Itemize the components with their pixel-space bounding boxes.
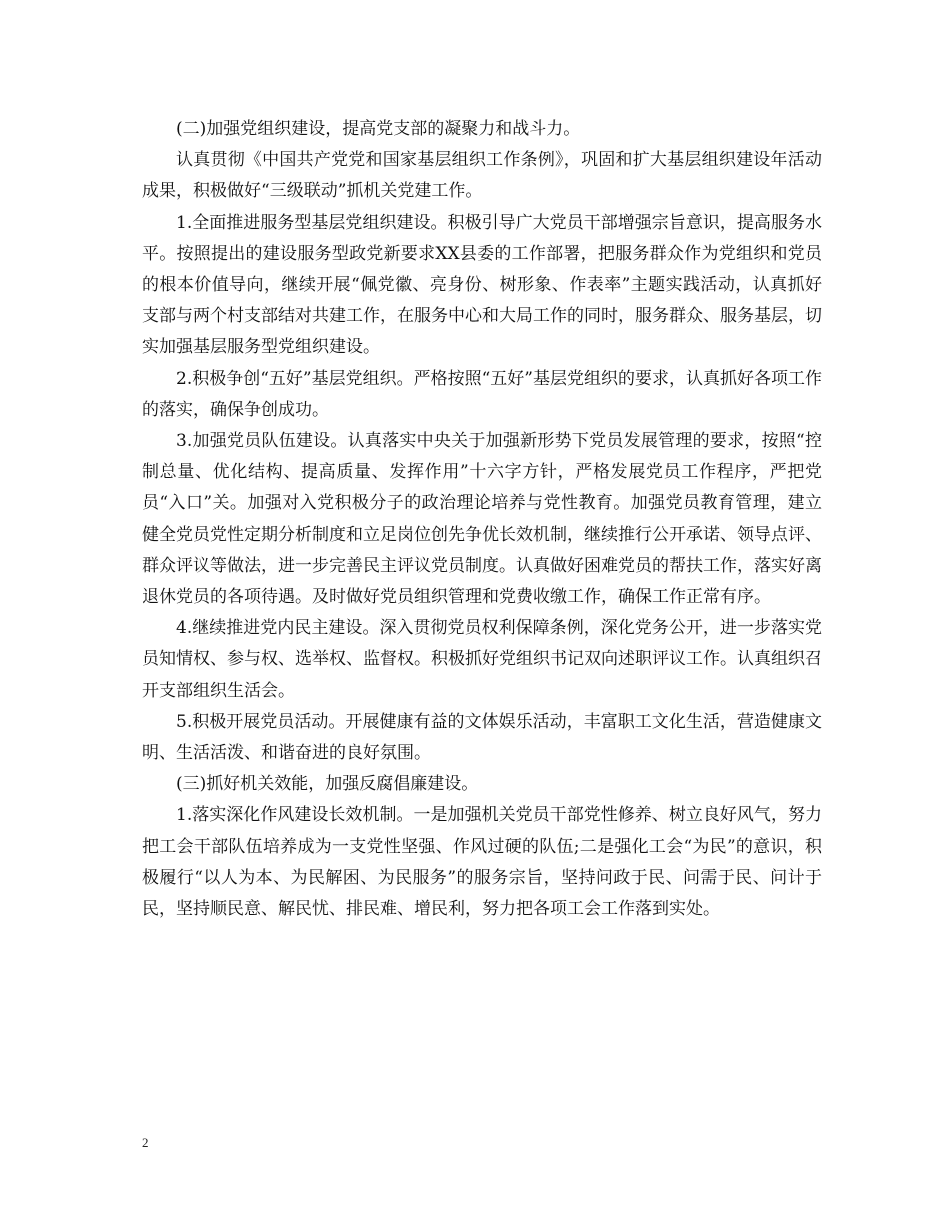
paragraph-intro: 认真贯彻《中国共产党党和国家基层组织工作条例》，巩固和扩大基层组织建设年活动成果，积极做好“三级联动”抓机关党建工作。 [142,150,822,202]
document-body [142,114,822,925]
paragraph-item-5: 5.积极开展党员活动。开展健康有益的文体娱乐活动，丰富职工文化生活，营造健康文明、生活活泼、和谐奋进的良好氛围。 [142,711,822,764]
paragraph-item-2: 2.积极争创“五好”基层党组织。严格按照“五好”基层党组织的要求，认真抓好各项工作的落实，确保争创成功。 [142,368,822,420]
paragraph-item-1: 1.全面推进服务型基层党组织建设。积极引导广大党员干部增强宗旨意识，提高服务水平。按照提出的建设服务型政党新要求XX县委的工作部署，把服务群众作为党组织和党员的根本价值导向，继续开展“佩党徽、亮身份、树形象、作表率”主题实践活动，认真抓好支部与两个村支部结对共建工作，在服务中心和大局工作的同时，服务群众、服务基层，切实加强基层服务型党组织建设。 [142,212,822,358]
paragraph-item-3: 3.加强党员队伍建设。认真落实中央关于加强新形势下党员发展管理的要求，按照“控制总量、优化结构、提高质量、发挥作用”十六字方针，严格发展党员工作程序，严把党员“入口”关。加强对入党积极分子的政治理论培养与党性教育。加强党员教育管理，建立健全党员党性定期分析制度和立足岗位创先争优长效机制，继续推行公开承诺、领导点评、群众评议等做法，进一步完善民主评议党员制度。认真做好困难党员的帮扶工作，落实好离退休党员的各项待遇。及时做好党员组织管理和党费收缴工作，确保工作正常有序。 [142,431,822,608]
paragraph-section3-item-1: 1.落实深化作风建设长效机制。一是加强机关党员干部党性修养、树立良好风气，努力把工会干部队伍培养成为一支党性坚强、作风过硬的队伍;二是强化工会“为民”的意识，积极履行“以人为本、为民解困、为民服务”的服务宗旨，坚持问政于民、问需于民、问计于民，坚持顺民意、解民忧、排民难、增民利，努力把各项工会工作落到实处。 [142,805,822,920]
section-heading-2: (二)加强党组织建设，提高党支部的凝聚力和战斗力。 [176,119,581,139]
section-heading-3: (三)抓好机关效能，加强反腐倡廉建设。 [176,774,479,795]
paragraph-item-4: 4.继续推进党内民主建设。深入贯彻党员权利保障条例，深化党务公开，进一步落实党员知情权、参与权、选举权、监督权。积极抓好党组织书记双向述职评议工作。认真组织召开支部组织生活会。 [142,618,822,701]
page-number: 2 [142,1135,149,1150]
